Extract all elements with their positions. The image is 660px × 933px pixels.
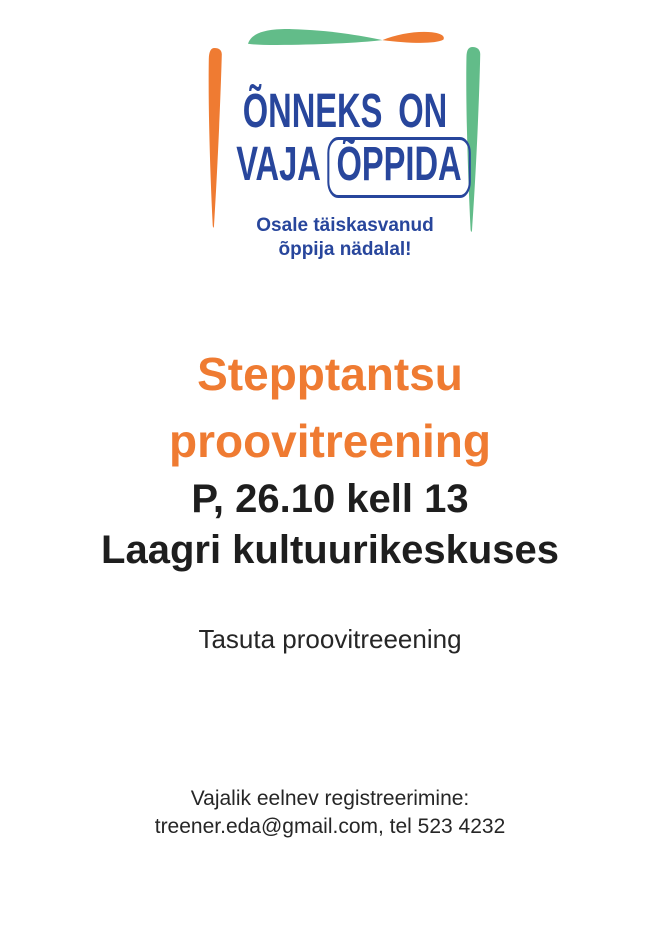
- free-training-note: Tasuta proovitreeening: [198, 624, 462, 654]
- registration-info: [0, 785, 660, 841]
- logo-onneks-on-vaja-oppida: [185, 15, 505, 265]
- logo-word-vaja: VAJA: [236, 138, 321, 191]
- event-datetime: P, 26.10 kell 13: [191, 477, 469, 521]
- logo-subtitle: Osale täiskasvanud õppija nädalal!: [256, 215, 434, 260]
- logo-text-line2: [236, 137, 462, 198]
- event-meta: [0, 474, 660, 576]
- logo-left-stroke-icon: [205, 47, 224, 229]
- event-location: Laagri kultuurikeskuses: [101, 528, 559, 572]
- logo-word-oppida-boxed: ÕPPIDA: [328, 137, 471, 198]
- event-title-text: Stepptantsu proovitreening: [168, 348, 492, 467]
- event-title: [0, 341, 660, 475]
- logo-text-line1: ÕNNEKS ON: [242, 85, 448, 138]
- contact-line: treener.eda@gmail.com, tel 523 4232: [154, 815, 506, 838]
- registration-line: Vajalik eelnev registreerimine:: [190, 787, 470, 810]
- logo-top-swoosh-icon: [245, 27, 447, 48]
